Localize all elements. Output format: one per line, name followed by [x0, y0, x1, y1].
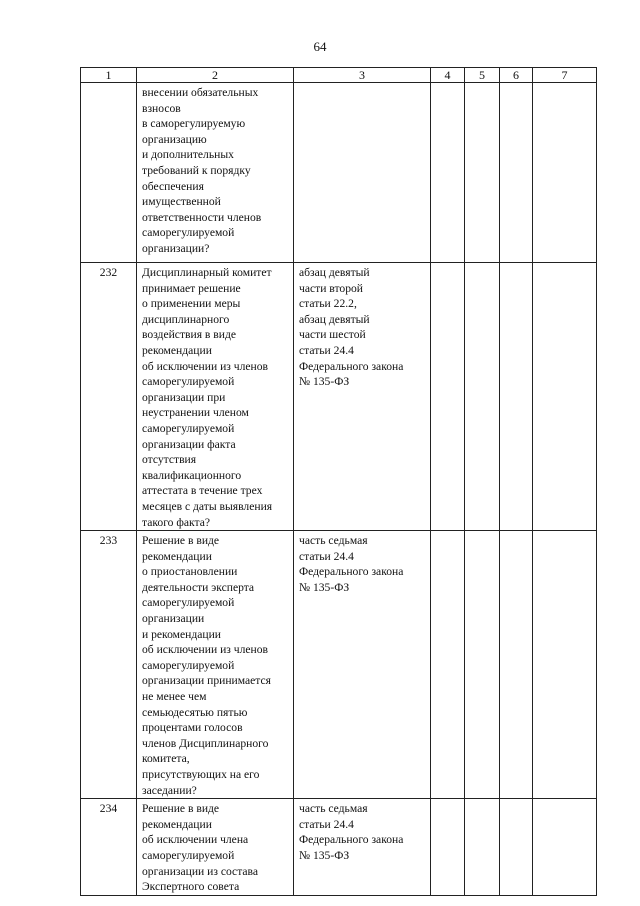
column-number-row [81, 68, 597, 83]
table-row [81, 799, 597, 896]
column-header-4: 4 [431, 68, 465, 83]
answer-cell-6 [500, 263, 533, 531]
answer-cell-5 [465, 83, 500, 263]
column-header-6: 6 [500, 68, 533, 83]
row-number-cell [81, 799, 137, 896]
reference-cell [294, 83, 431, 263]
answer-cell-4 [431, 263, 465, 531]
column-header-7: 7 [533, 68, 597, 83]
question-cell [137, 263, 294, 531]
answer-cell-4 [431, 83, 465, 263]
column-header-5: 5 [465, 68, 500, 83]
answer-cell-5 [465, 531, 500, 799]
page-number: 64 [313, 39, 327, 54]
reference-text [294, 83, 430, 85]
reference-cell [294, 531, 431, 799]
answer-cell-5 [465, 799, 500, 896]
column-header-3: 3 [294, 68, 431, 83]
reference-cell [294, 799, 431, 896]
note-cell-7 [533, 83, 597, 263]
question-cell [137, 531, 294, 799]
question-text: внесении обязательных взносов в саморегулируемую организацию и дополнительных требований к порядку обеспечения имущественной ответственности членов саморегулируемой организации? [142, 86, 262, 255]
question-cell [137, 799, 294, 896]
row-number-cell [81, 531, 137, 799]
question-text: Решение в виде рекомендации о приостановлении деятельности эксперта саморегулируемой организации и рекомендации об исключении из членов саморегулируемой организации принимается не менее чем семьюдесятью пятью процентами голосов членов Дисциплинарного комитета, присутствующих на его заседании? [142, 534, 271, 797]
row-number: 234 [99, 802, 118, 816]
question-text: Решение в виде рекомендации об исключении члена саморегулируемой организации из состава Экспертного совета [142, 802, 259, 894]
row-number-cell [81, 263, 137, 531]
row-number [81, 83, 136, 85]
checklist-table [80, 67, 597, 896]
row-number: 232 [99, 266, 118, 279]
answer-cell-6 [500, 531, 533, 799]
reference-text: часть седьмая статьи 24.4 Федерального закона № 135-ФЗ [299, 534, 404, 594]
answer-cell-4 [431, 799, 465, 896]
question-text: Дисциплинарный комитет принимает решение о применении меры дисциплинарного воздействия в виде рекомендации об исключении из членов саморегулируемой организации при неустранении членом саморегулируемой организации факта отсутствия квалификационного аттестата в течение трех месяцев с даты выявления такого факта? [142, 266, 273, 529]
answer-cell-6 [500, 83, 533, 263]
note-cell-7 [533, 531, 597, 799]
reference-text: абзац девятый части второй статьи 22.2, абзац девятый части шестой статьи 24.4 Федерального закона № 135-ФЗ [299, 266, 404, 389]
column-header-1: 1 [81, 68, 137, 83]
row-number-cell [81, 83, 137, 263]
table-row [81, 263, 597, 531]
note-cell-7 [533, 799, 597, 896]
table-row [81, 83, 597, 263]
answer-cell-4 [431, 531, 465, 799]
note-cell-7 [533, 263, 597, 531]
reference-cell [294, 263, 431, 531]
reference-text: часть седьмая статьи 24.4 Федерального закона № 135-ФЗ [299, 802, 404, 862]
table-row [81, 531, 597, 799]
row-number: 233 [99, 534, 118, 548]
answer-cell-6 [500, 799, 533, 896]
answer-cell-5 [465, 263, 500, 531]
question-cell [137, 83, 294, 263]
column-header-2: 2 [137, 68, 294, 83]
